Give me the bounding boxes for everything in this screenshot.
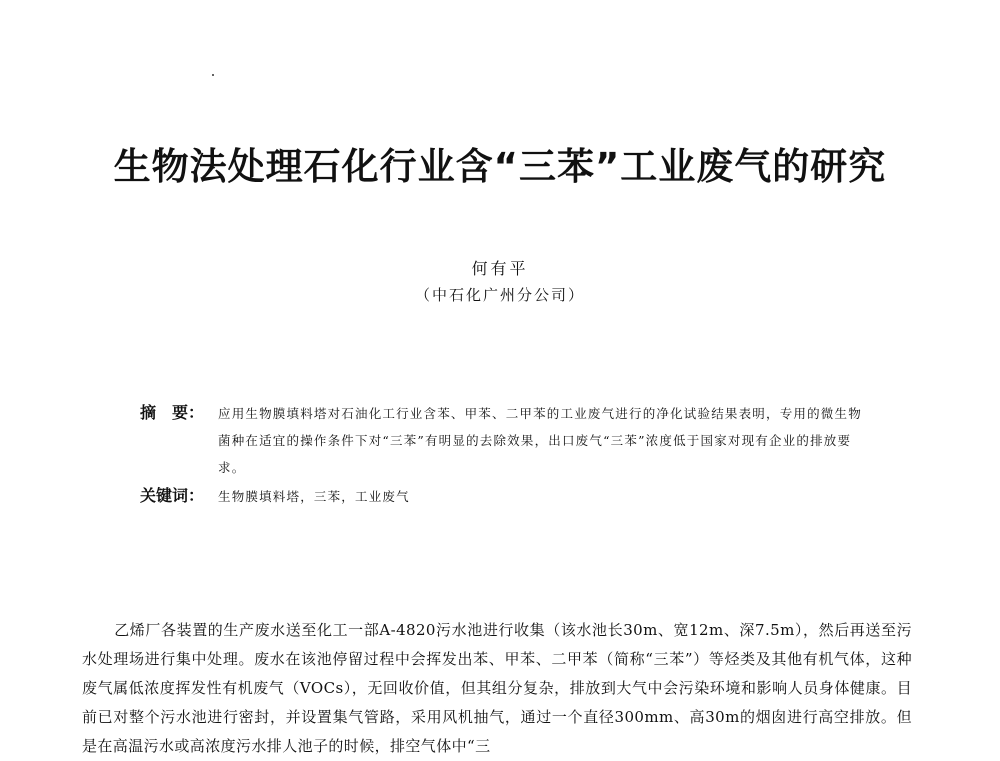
author-affiliation: （中石化广州分公司） [414,286,585,304]
abstract-block [140,400,870,510]
abstract-text: 应用生物膜填料塔对石油化工行业含苯、甲苯、二甲苯的工业废气进行的净化试验结果表明，专用的微生物菌种在适宜的操作条件下对“三苯”有明显的去除效果，出口废气“三苯”浓度低于国家对现有企业的排放要求。 [218,406,862,475]
author-name: 何有平 [471,259,529,278]
scan-speck [212,74,214,76]
body-paragraph-text: 乙烯厂各装置的生产废水送至化工一部A-4820污水池进行收集（该水池长30m、宽12m、深7.5m），然后再送至污水处理场进行集中处理。废水在该池停留过程中会挥发出苯、甲苯、二甲苯（简称“三苯”）等烃类及其他有机气体，这种废气属低浓度挥发性有机废气（VOCs），无回收价值，但其组分复杂，排放到大气中会污染环境和影响人员身体健康。目前已对整个污水池进行密封，并设置集气管路，采用风机抽气，通过一个直径300mm、高30m的烟囱进行高空排放。但是在高温污水或高浓度污水排人池子的时候，排空气体中“三 [82,621,912,755]
keywords-text: 生物膜填料塔，三苯，工业废气 [218,489,410,504]
keywords-row [140,483,870,510]
body-paragraph [82,616,912,761]
paper-title: 生物法处理石化行业含“三苯”工业废气的研究 [113,145,887,188]
keywords-label: 关键词： [140,486,205,505]
abstract-row [140,400,870,481]
abstract-label: 摘 要： [140,403,205,422]
